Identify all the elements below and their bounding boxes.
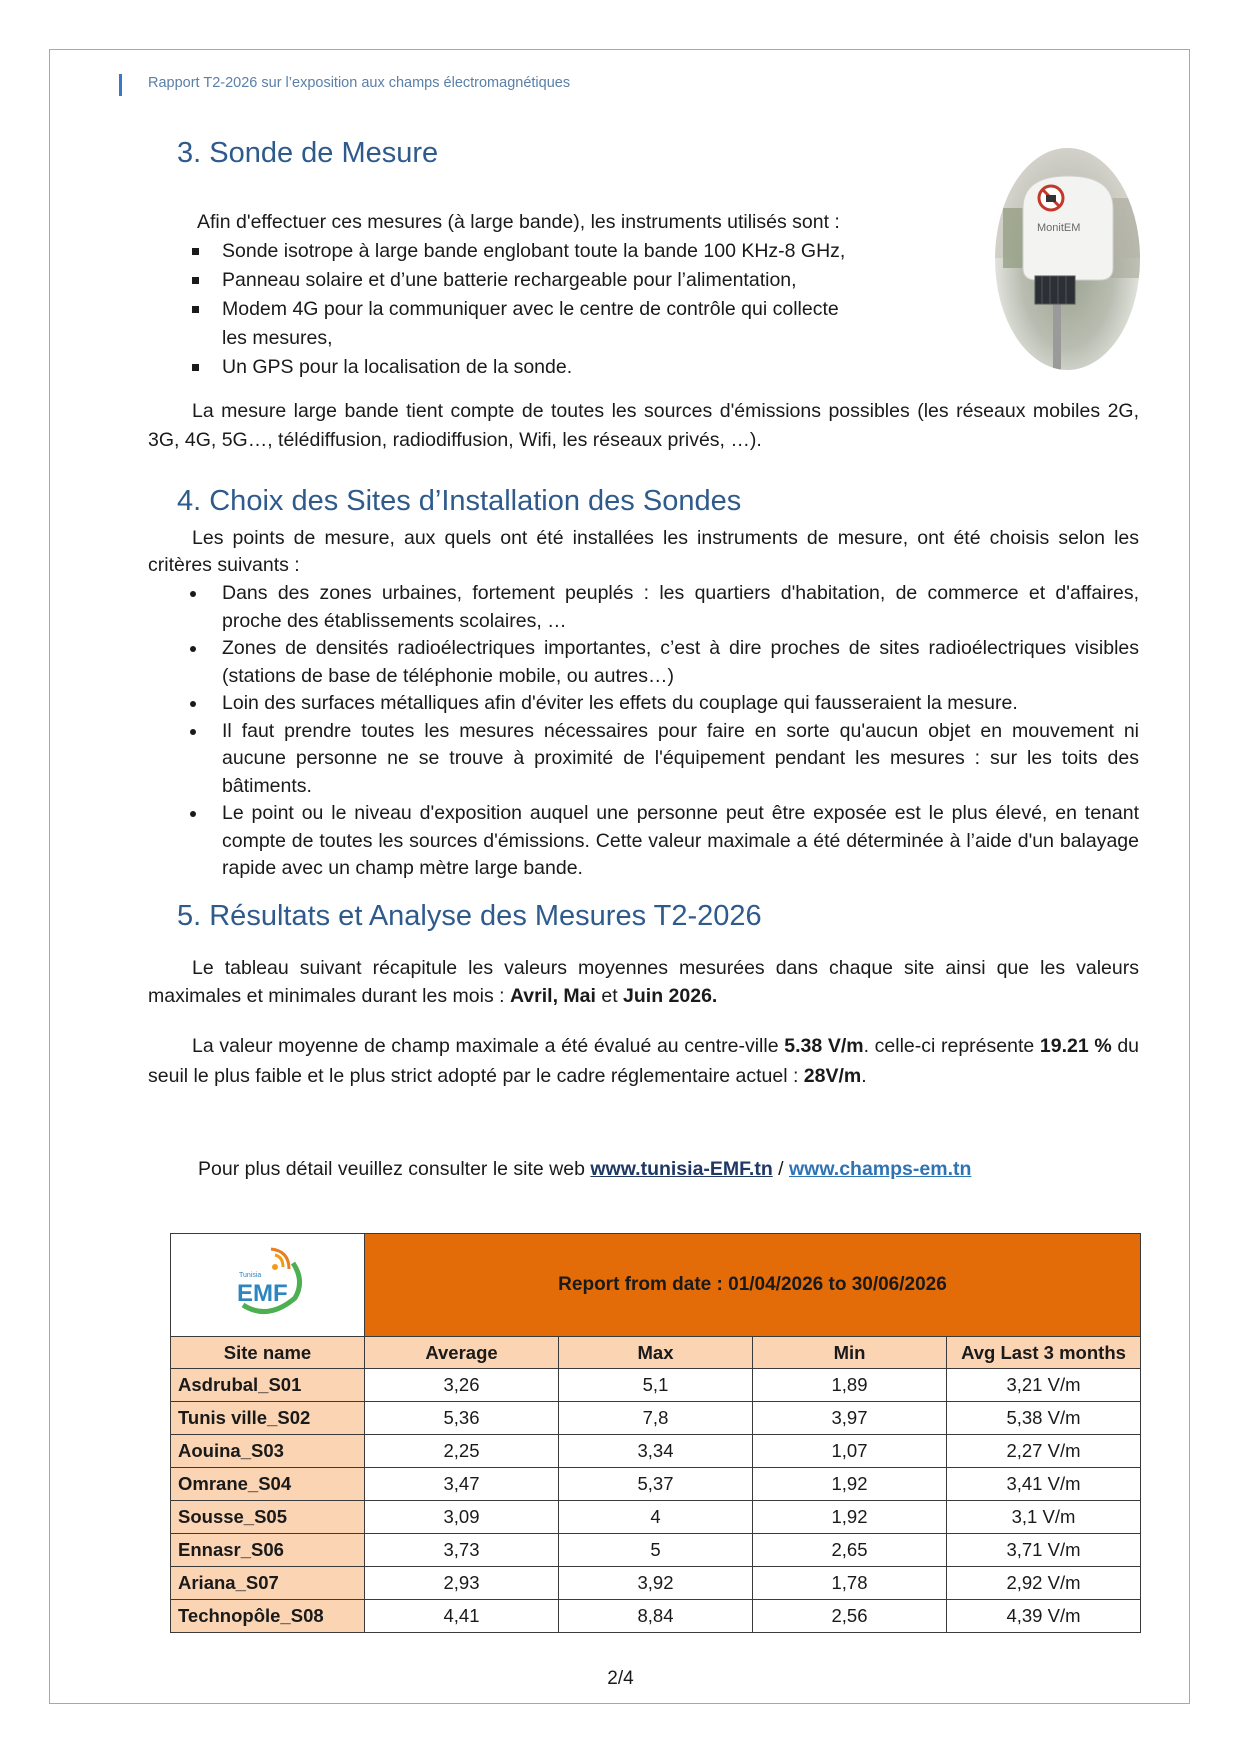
section-5-title: 5. Résultats et Analyse des Mesures T2-2026: [177, 900, 762, 932]
list-item: Il faut prendre toutes les mesures nécessaires pour faire en sorte qu'aucun objet en mouvement ni aucune personne ne se trouve à proximité de l'équipement pendant les mesures : sur les toits des bâtiments.: [186, 718, 1139, 801]
logo-cell: [171, 1234, 365, 1337]
list-item: Loin des surfaces métalliques afin d'éviter les effets du couplage qui fausseraient la mesure.: [186, 690, 1139, 718]
table-row: Technopôle_S08 4,41 8,84 2,56 4,39 V/m: [171, 1600, 1141, 1633]
bullet-dot-icon: [190, 701, 196, 707]
running-header: Rapport T2-2026 sur l’exposition aux champs électromagnétiques: [148, 75, 571, 91]
probe-brand-label: MonitEM: [1037, 222, 1081, 234]
col-average: Average: [365, 1337, 559, 1369]
table-row: Omrane_S04 3,47 5,37 1,92 3,41 V/m: [171, 1468, 1141, 1501]
list-item: Panneau solaire et d’une batterie rechargeable pour l’alimentation,: [192, 266, 968, 295]
table-row: Aouina_S03 2,25 3,34 1,07 2,27 V/m: [171, 1435, 1141, 1468]
col-max: Max: [559, 1337, 753, 1369]
logo-small-text: Tunisia: [238, 1271, 261, 1279]
section-3-paragraph: La mesure large bande tient compte de toutes les sources d'émissions possibles (les réseaux mobiles 2G, 3G, 4G, 5G…, télédiffusion, radiodiffusion, Wifi, les réseaux privés, …).: [148, 400, 1139, 451]
table-row: Tunis ville_S02 5,36 7,8 3,97 5,38 V/m: [171, 1402, 1141, 1435]
section-5-paragraph-1: Le tableau suivant récapitule les valeurs moyennes mesurées dans chaque site ainsi que les valeurs maximales et minimales durant les mois : Avril, Mai et Juin 2026.: [148, 957, 1139, 1007]
section-3-intro: Afin d'effectuer ces mesures (à large bande), les instruments utilisés sont :: [197, 211, 840, 233]
results-table: [170, 1233, 1141, 1633]
bullet-dot-icon: [190, 646, 196, 652]
bullet-dot-icon: [190, 729, 196, 735]
table-title-row: [171, 1234, 1141, 1337]
section-4-bullets: [186, 580, 1139, 883]
list-item-continuation: les mesures,: [222, 327, 333, 349]
bullet-dot-icon: [190, 591, 196, 597]
col-avg-last-3-months: Avg Last 3 months: [947, 1337, 1141, 1369]
report-period-header: Report from date : 01/04/2026 to 30/06/2026: [365, 1234, 1141, 1337]
col-site-name: Site name: [171, 1337, 365, 1369]
square-bullet-icon: [192, 364, 199, 371]
square-bullet-icon: [192, 277, 199, 284]
square-bullet-icon: [192, 248, 199, 255]
section-5-paragraph-2: La valeur moyenne de champ maximale a été évalué au centre-ville 5.38 V/m. celle-ci représente 19.21 % du seuil le plus faible et le plus strict adopté par le cadre réglementaire actuel : 28V/m.: [148, 1035, 1140, 1087]
probe-photo: [995, 148, 1140, 370]
list-item: Le point ou le niveau d'exposition auquel une personne peut être exposée est le plus élevé, en tenant compte de toutes les sources d'émissions. Cette valeur maximale a été déterminée à l’aide d'un balayage rapide avec un champ mètre large bande.: [186, 800, 1139, 883]
tunisia-emf-logo: [223, 1243, 313, 1323]
square-bullet-icon: [192, 306, 199, 313]
section-4-title: 4. Choix des Sites d’Installation des Sondes: [177, 485, 742, 517]
section-5-website-line: Pour plus détail veuillez consulter le site web www.tunisia-EMF.tn / www.champs-em.tn: [198, 1158, 972, 1180]
table-header-row: [171, 1337, 1141, 1369]
list-item: Modem 4G pour la communiquer avec le centre de contrôle qui collecte: [192, 295, 968, 324]
link-champs-em[interactable]: www.champs-em.tn: [789, 1158, 972, 1180]
table-row: Ennasr_S06 3,73 5 2,65 3,71 V/m: [171, 1534, 1141, 1567]
logo-main-text: EMF: [236, 1279, 288, 1307]
col-min: Min: [753, 1337, 947, 1369]
header-accent-bar: [119, 74, 122, 96]
list-item: Dans des zones urbaines, fortement peuplés : les quartiers d'habitation, de commerce et d'affaires, proche des établissements scolaires, …: [186, 580, 1139, 635]
list-item: Zones de densités radioélectriques importantes, c’est à dire proches de sites radioélectriques visibles (stations de base de téléphonie mobile, ou autres…): [186, 635, 1139, 690]
table-row: Asdrubal_S01 3,26 5,1 1,89 3,21 V/m: [171, 1369, 1141, 1402]
section-3-bullets: [192, 237, 968, 382]
section-3-title: 3. Sonde de Mesure: [177, 137, 439, 169]
list-item: Un GPS pour la localisation de la sonde.: [192, 353, 968, 382]
page-number: 2/4: [607, 1668, 634, 1689]
link-tunisia-emf[interactable]: www.tunisia-EMF.tn: [590, 1158, 773, 1180]
table-row: Ariana_S07 2,93 3,92 1,78 2,92 V/m: [171, 1567, 1141, 1600]
list-item: Sonde isotrope à large bande englobant toute la bande 100 KHz-8 GHz,: [192, 237, 968, 266]
table-row: Sousse_S05 3,09 4 1,92 3,1 V/m: [171, 1501, 1141, 1534]
bullet-dot-icon: [190, 811, 196, 817]
probe-illustration: [995, 148, 1140, 370]
section-4-intro: Les points de mesure, aux quels ont été installées les instruments de mesure, ont été choisis selon les critères suivants :: [148, 527, 1139, 576]
